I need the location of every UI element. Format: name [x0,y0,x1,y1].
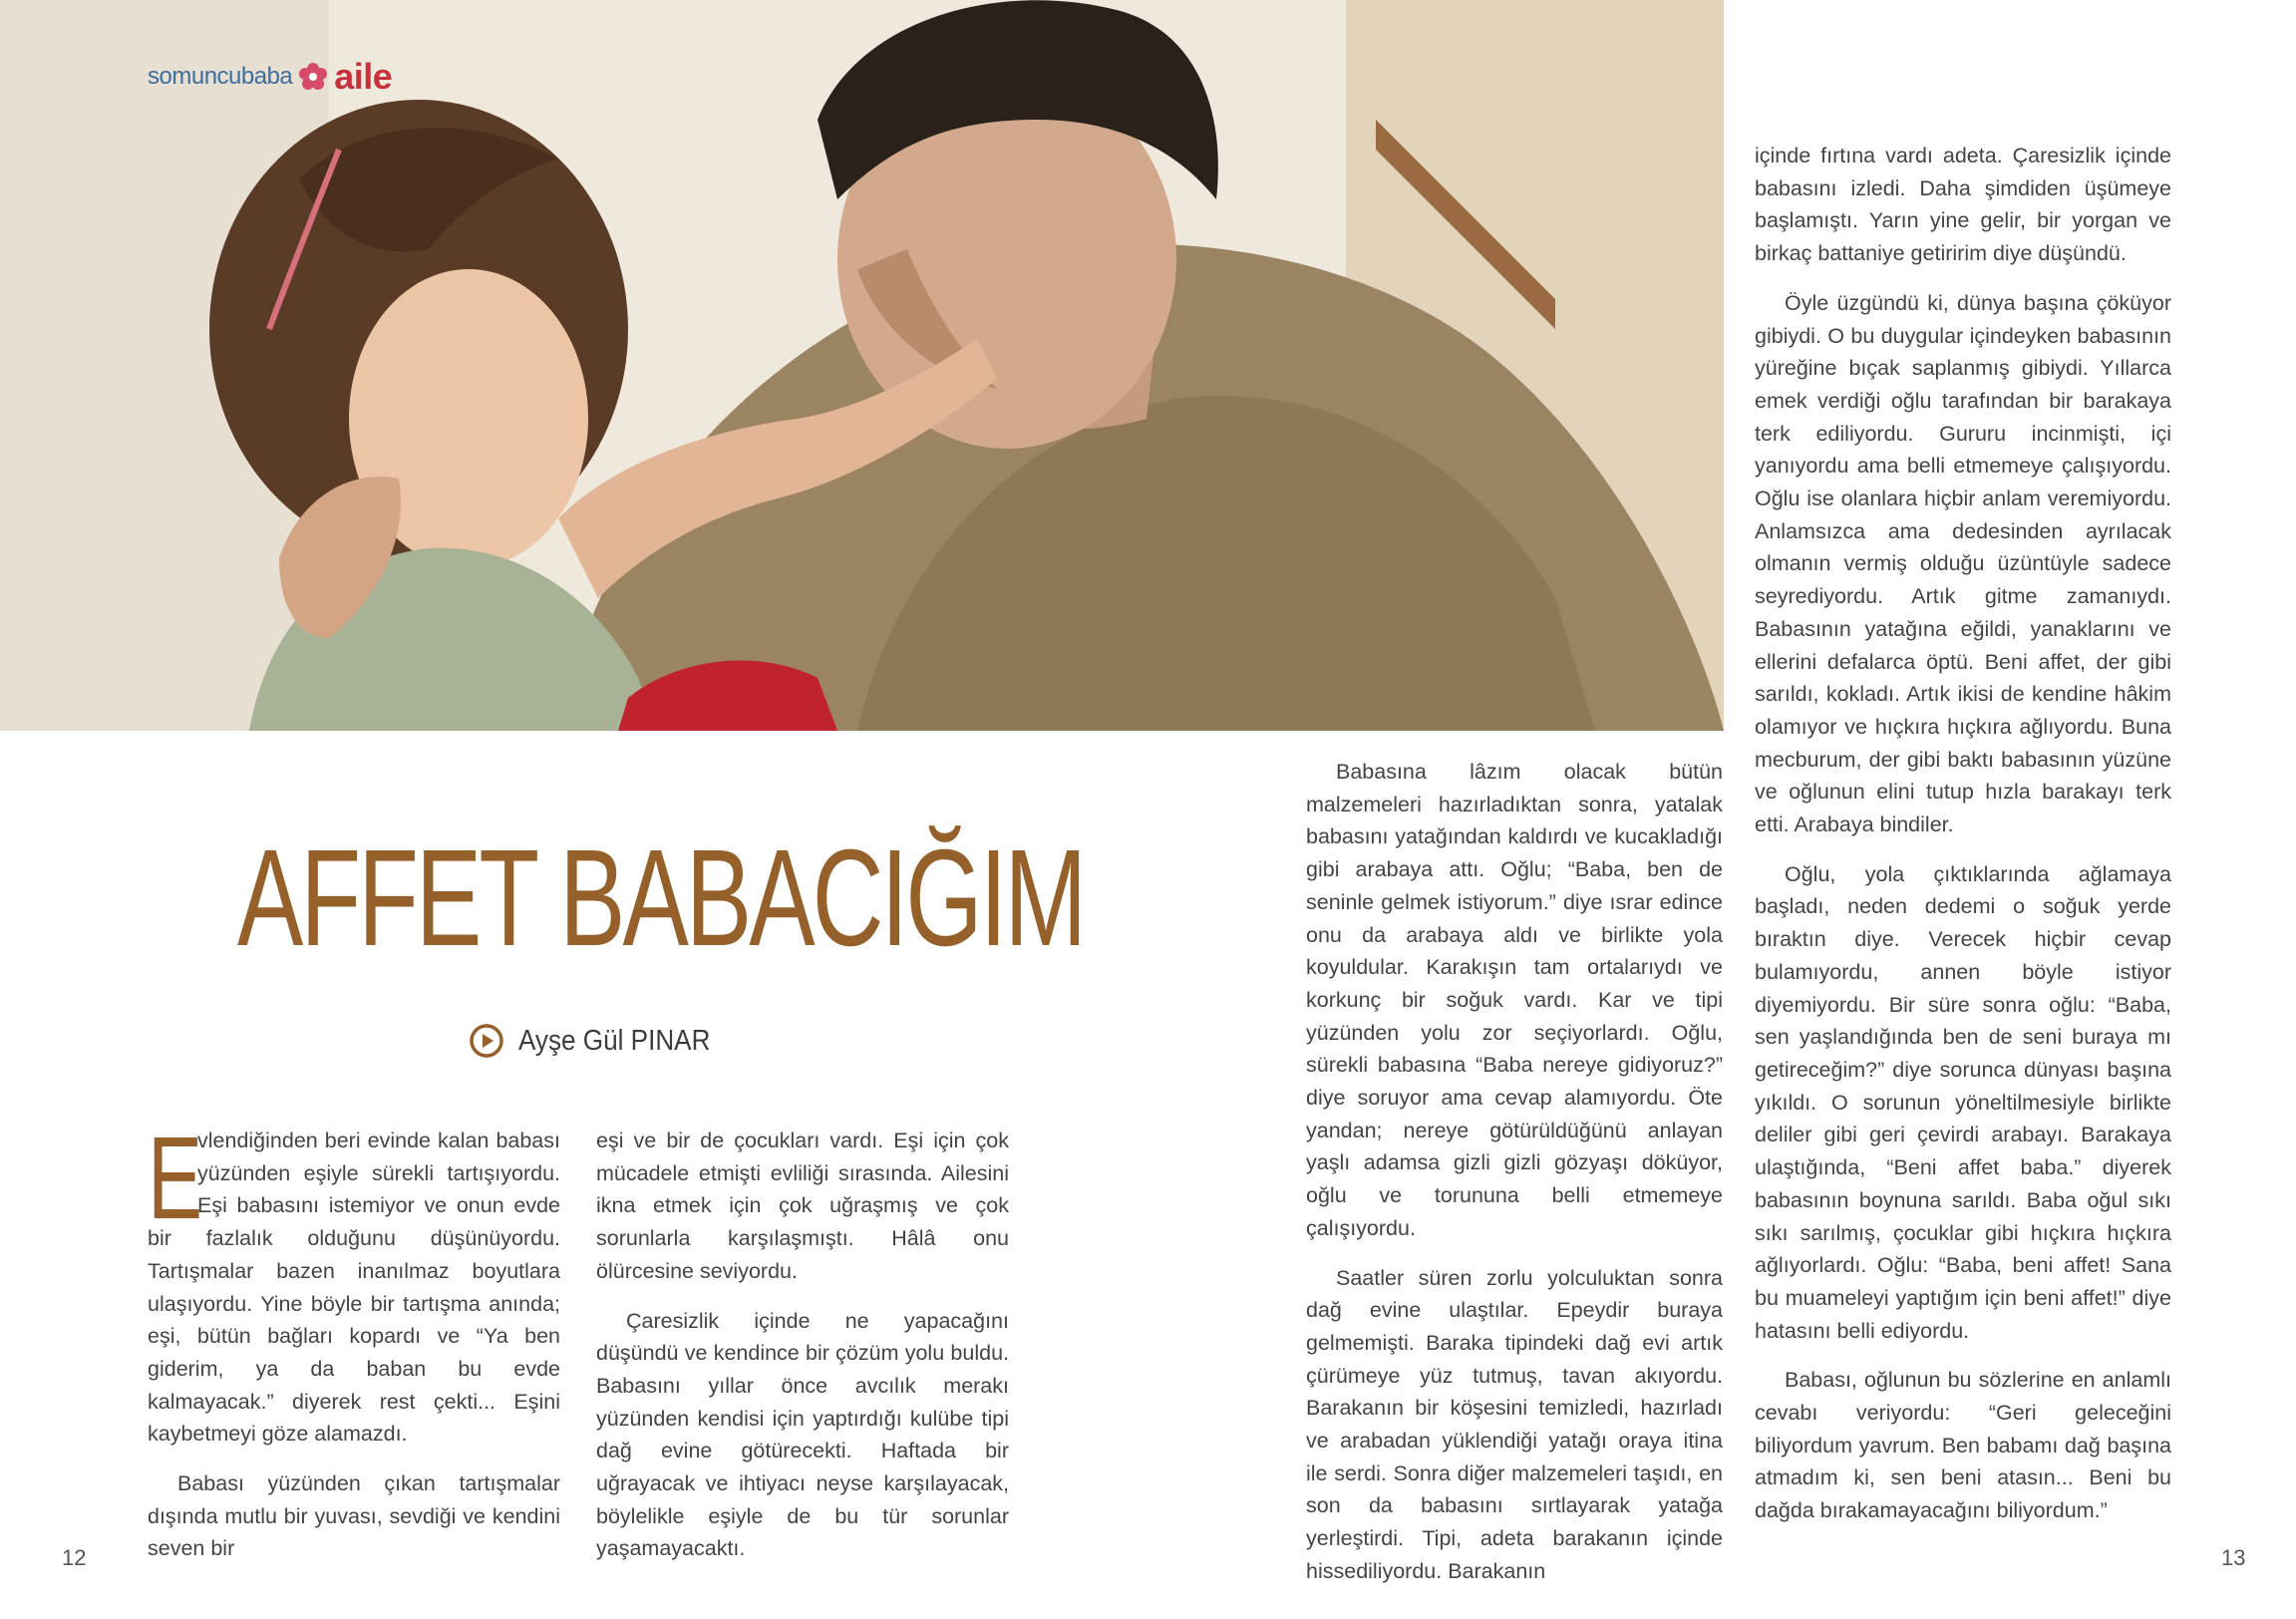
paragraph: Saatler süren zorlu yolculuktan sonra dağ evine ulaştılar. Epeydir buraya gelmemişti. Baraka tipindeki dağ evi artık çürümeye yüz tutmuş, tavan akıyordu. Barakanın bir köşesini temizledi, hazırladı ve arabadan yüklendiği yatağı oraya itina ile serdi. Sonra diğer malzemeleri taşıdı, en son da babasını sırtlayarak yatağa yerleştirdi. Tipi, adeta barakanın içinde hissediliyordu. Barakanın [1306,1265,1723,1583]
text-column-3 [1306,756,1723,1605]
drop-cap: E [148,1113,203,1244]
brand-name-part1: somuncubaba [148,63,293,90]
text-column-4 [1755,140,2171,1544]
paragraph: eşi ve bir de çocukları vardı. Eşi için çok mücadele etmişti evliliği sırasında. Ailesini ikna etmek için çok uğraşmış ve çok sorunlarla karşılaşmıştı. Hâlâ onu ölürcesine seviyordu. [596,1129,1009,1283]
author-name: Ayşe Gül PINAR [518,1024,711,1057]
paragraph: Babası yüzünden çıkan tartışmalar dışında mutlu bir yuvası, sevdiği ve kendini seven bir [148,1471,560,1561]
brand-logo [148,56,392,98]
paragraph: Öyle üzgündü ki, dünya başına çöküyor gibiydi. O bu duygular içindeyken babasının yüreğine bıçak saplanmış gibiydi. Yıllarca emek verdiği oğlu tarafından bir barakaya terk ediliyordu. Gururu incinmişti, içi yanıyordu ama belli etmemeye çalışıyordu. Oğlu ise olanlara hiçbir anlam veremiyordu. Anlamsızca ama dedesinden ayrılacak olmanın vermiş olduğu üzüntüyle sadece seyrediyordu. Artık gitme zamanıydı. Babasının yatağına eğildi, yanaklarını ve ellerini defalarca öptü. Beni affet, der gibi sarıldı, kokladı. Artık ikisi de kendine hâkim olamıyor ve hıçkıra hıçkıra ağlıyordu. Buna mecburum, der gibi baktı babasının yüzüne ve oğlunun elini tutup hızla barakayı terk etti. Arabaya bindiler. [1755,290,2171,837]
paragraph: Babasına lâzım olacak bütün malzemeleri hazırladıktan sonra, yatalak babasını yatağından kaldırdı ve kucakladığı gibi arabaya attı. Oğlu; “Baba, ben de seninle gelmek istiyorum.” diye ısrar edince onu da arabaya aldı ve birlikte yola koyuldular. Karakışın tam ortalarıydı ve korkunç bir soğuk vardı. Kar ve tipi yüzünden yolu zor seçiyorlardı. Oğlu, sürekli babasına “Baba nereye gidiyoruz?” diye soruyor ama cevap alamıyordu. Öte yandan; nereye götürüldüğünü anlayan yaşlı adamsa gizli gizli gözyaşı döküyor, oğlu ve torununa belli etmemeye çalışıyordu. [1306,760,1723,1240]
page-number-left: 12 [62,1545,87,1570]
play-circle-icon [469,1023,504,1059]
hero-photo [0,0,1724,731]
paragraph: Babası, oğlunun bu sözlerine en anlamlı cevabı veriyordu: “Geri geleceğini biliyordum yavrum. Ben babamı dağ başına atmadım ki, sen beni atasın... Beni bu dağda bırakamayacağını biliyordum.” [1755,1368,2171,1523]
hero-photo-illustration [0,0,1724,731]
paragraph: Çaresizlik içinde ne yapacağını düşündü ve kendince bir çözüm yolu buldu. Babasını yıllar önce avcılık merakı yüzünden kendisi için yaptırdığı kulübe tipi dağ evine götürecekti. Haftada bir uğrayacak ve ihtiyacı neyse karşılayacak, böylelikle eşiyle de bu tür sorunlar yaşamayacaktı. [596,1308,1009,1561]
text-column-2 [596,1125,1009,1582]
article-title: AFFET BABACIĞIM [237,821,1085,975]
text-column-1 [148,1113,560,1582]
article-author [469,1023,732,1059]
paragraph: Oğlu, yola çıktıklarında ağlamaya başladı, neden dedemi o soğuk yerde bıraktın diye. Verecek hiçbir cevap bulamıyordu, annen böyle istiyor diyemiyordu. Bir süre sonra oğlu: “Baba, sen yaşlandığında ben de seni buraya mı getireceğim?” diye sorunca dünyası başına yıkıldı. O sorunun yöneltilmesiyle birlikte deliler gibi geri çevirdi arabayı. Barakaya ulaştığında, “Beni affet baba.” diyerek babasının boynuna sarıldı. Baba oğul sıkı sıkı sarılmış, çocuklar gibi hıçkıra hıçkıra ağlıyorlardı. Oğlu: “Baba, beni affet! Sana bu muameleyi yaptığım için beni affet!” diye hatasını belli ediyordu. [1755,861,2171,1343]
brand-name-part2: aile [334,56,393,97]
paragraph [148,1113,560,1451]
paragraph-text: vlendiğinden beri evinde kalan babası yüzünden eşiyle sürekli tartışıyordu. Eşi babasını istemiyor ve onun evde bir fazlalık olduğunu düşünüyordu. Tartışmalar bazen inanılmaz boyutlara ulaşıyordu. Yine böyle bir tartışma anında; eşi, bütün bağları kopardı ve “Ya ben giderim, ya da baban bu evde kalmayacak.” diyerek rest çekti... Eşini kaybetmeyi göze alamazdı. [148,1129,560,1447]
flower-logo-icon [298,62,328,92]
page-number-right: 13 [2221,1545,2246,1570]
paragraph: içinde fırtına vardı adeta. Çaresizlik içinde babasını izledi. Daha şimdiden üşümeye başlamıştı. Yarın yine gelir, bir yorgan ve birkaç battaniye getiririm diye düşündü. [1755,144,2171,266]
